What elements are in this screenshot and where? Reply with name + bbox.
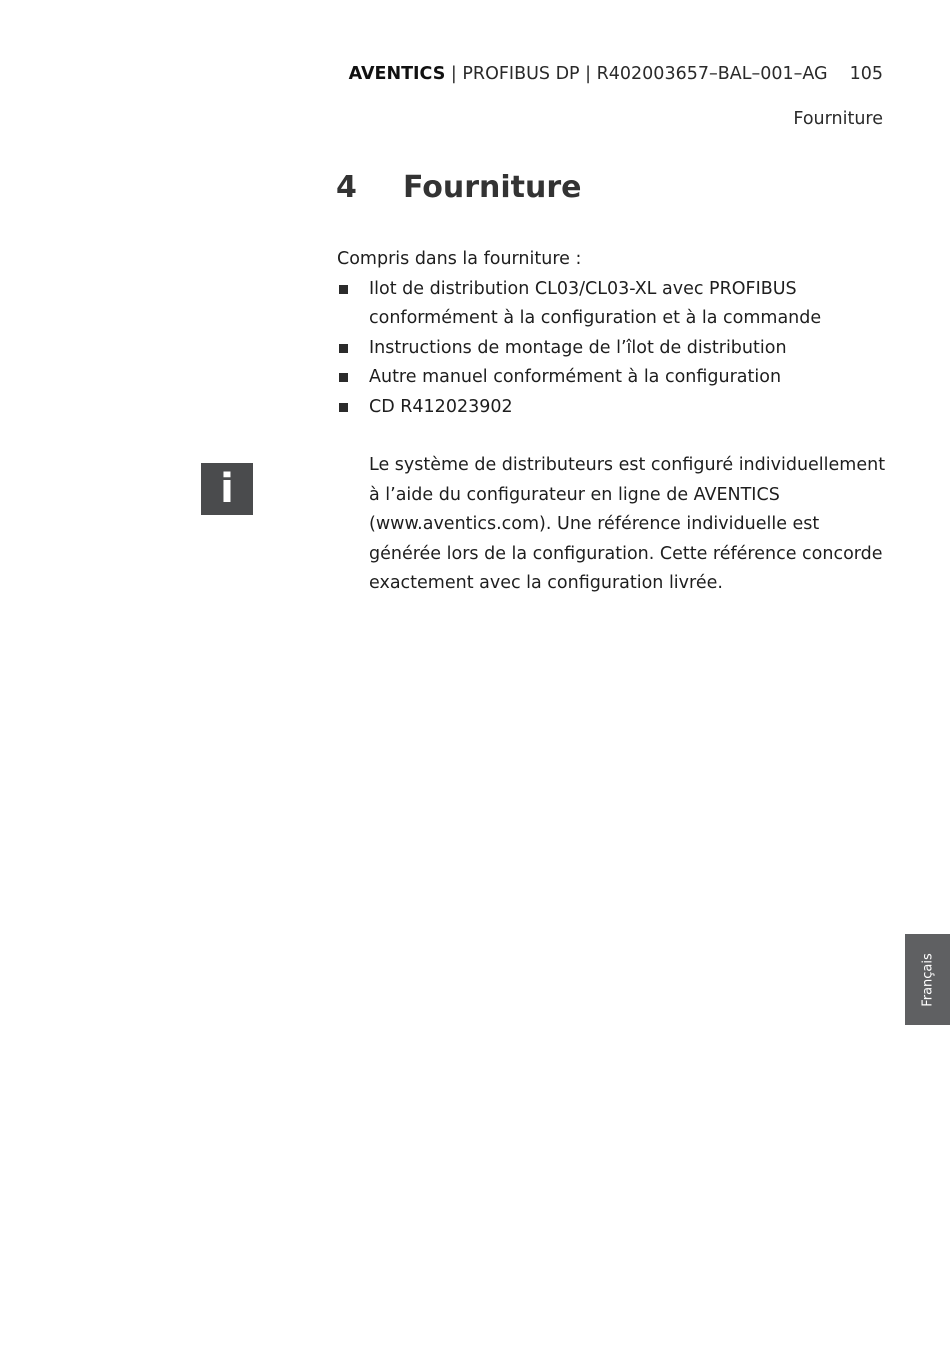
language-tab: [905, 934, 950, 1025]
section-running-title: Fourniture: [793, 109, 883, 129]
body-content: [337, 245, 897, 422]
square-bullet-icon: [339, 373, 348, 382]
chapter-heading: [336, 169, 582, 207]
page-number: 105: [849, 64, 883, 84]
square-bullet-icon: [339, 344, 348, 353]
info-icon: i: [201, 463, 253, 515]
list-item: [337, 275, 897, 334]
list-item-text: CD R412023902: [369, 396, 513, 417]
intro-text: Compris dans la fourniture :: [337, 249, 582, 269]
document-info: | PROFIBUS DP | R402003657–BAL–001–AG: [445, 64, 828, 84]
square-bullet-icon: [339, 403, 348, 412]
list-item-text: Instructions de montage de l’îlot de distribution: [369, 337, 787, 358]
chapter-title: Fourniture: [403, 170, 582, 206]
running-header: [349, 62, 883, 86]
list-item-text: Autre manuel conformément à la configuration: [369, 367, 782, 387]
list-item: [337, 334, 897, 364]
list-item: [337, 363, 897, 393]
brand-name: AVENTICS: [348, 64, 446, 84]
list-item: [337, 393, 897, 423]
square-bullet-icon: [339, 285, 348, 294]
language-tab-label: Français: [920, 952, 935, 1007]
list-item-text: Ilot de distribution CL03/CL03-XL avec PROFIBUS conformément à la configuration et à la commande: [369, 278, 822, 328]
delivery-list: [337, 275, 897, 423]
chapter-number: 4: [336, 170, 357, 206]
info-note: Le système de distributeurs est configuré individuellement à l’aide du configurateur en ligne de AVENTICS (www.aventics.com). Une référence individuelle est générée lors de la configuration. Cette référence concorde exactement avec la configuration livrée.: [369, 455, 886, 593]
